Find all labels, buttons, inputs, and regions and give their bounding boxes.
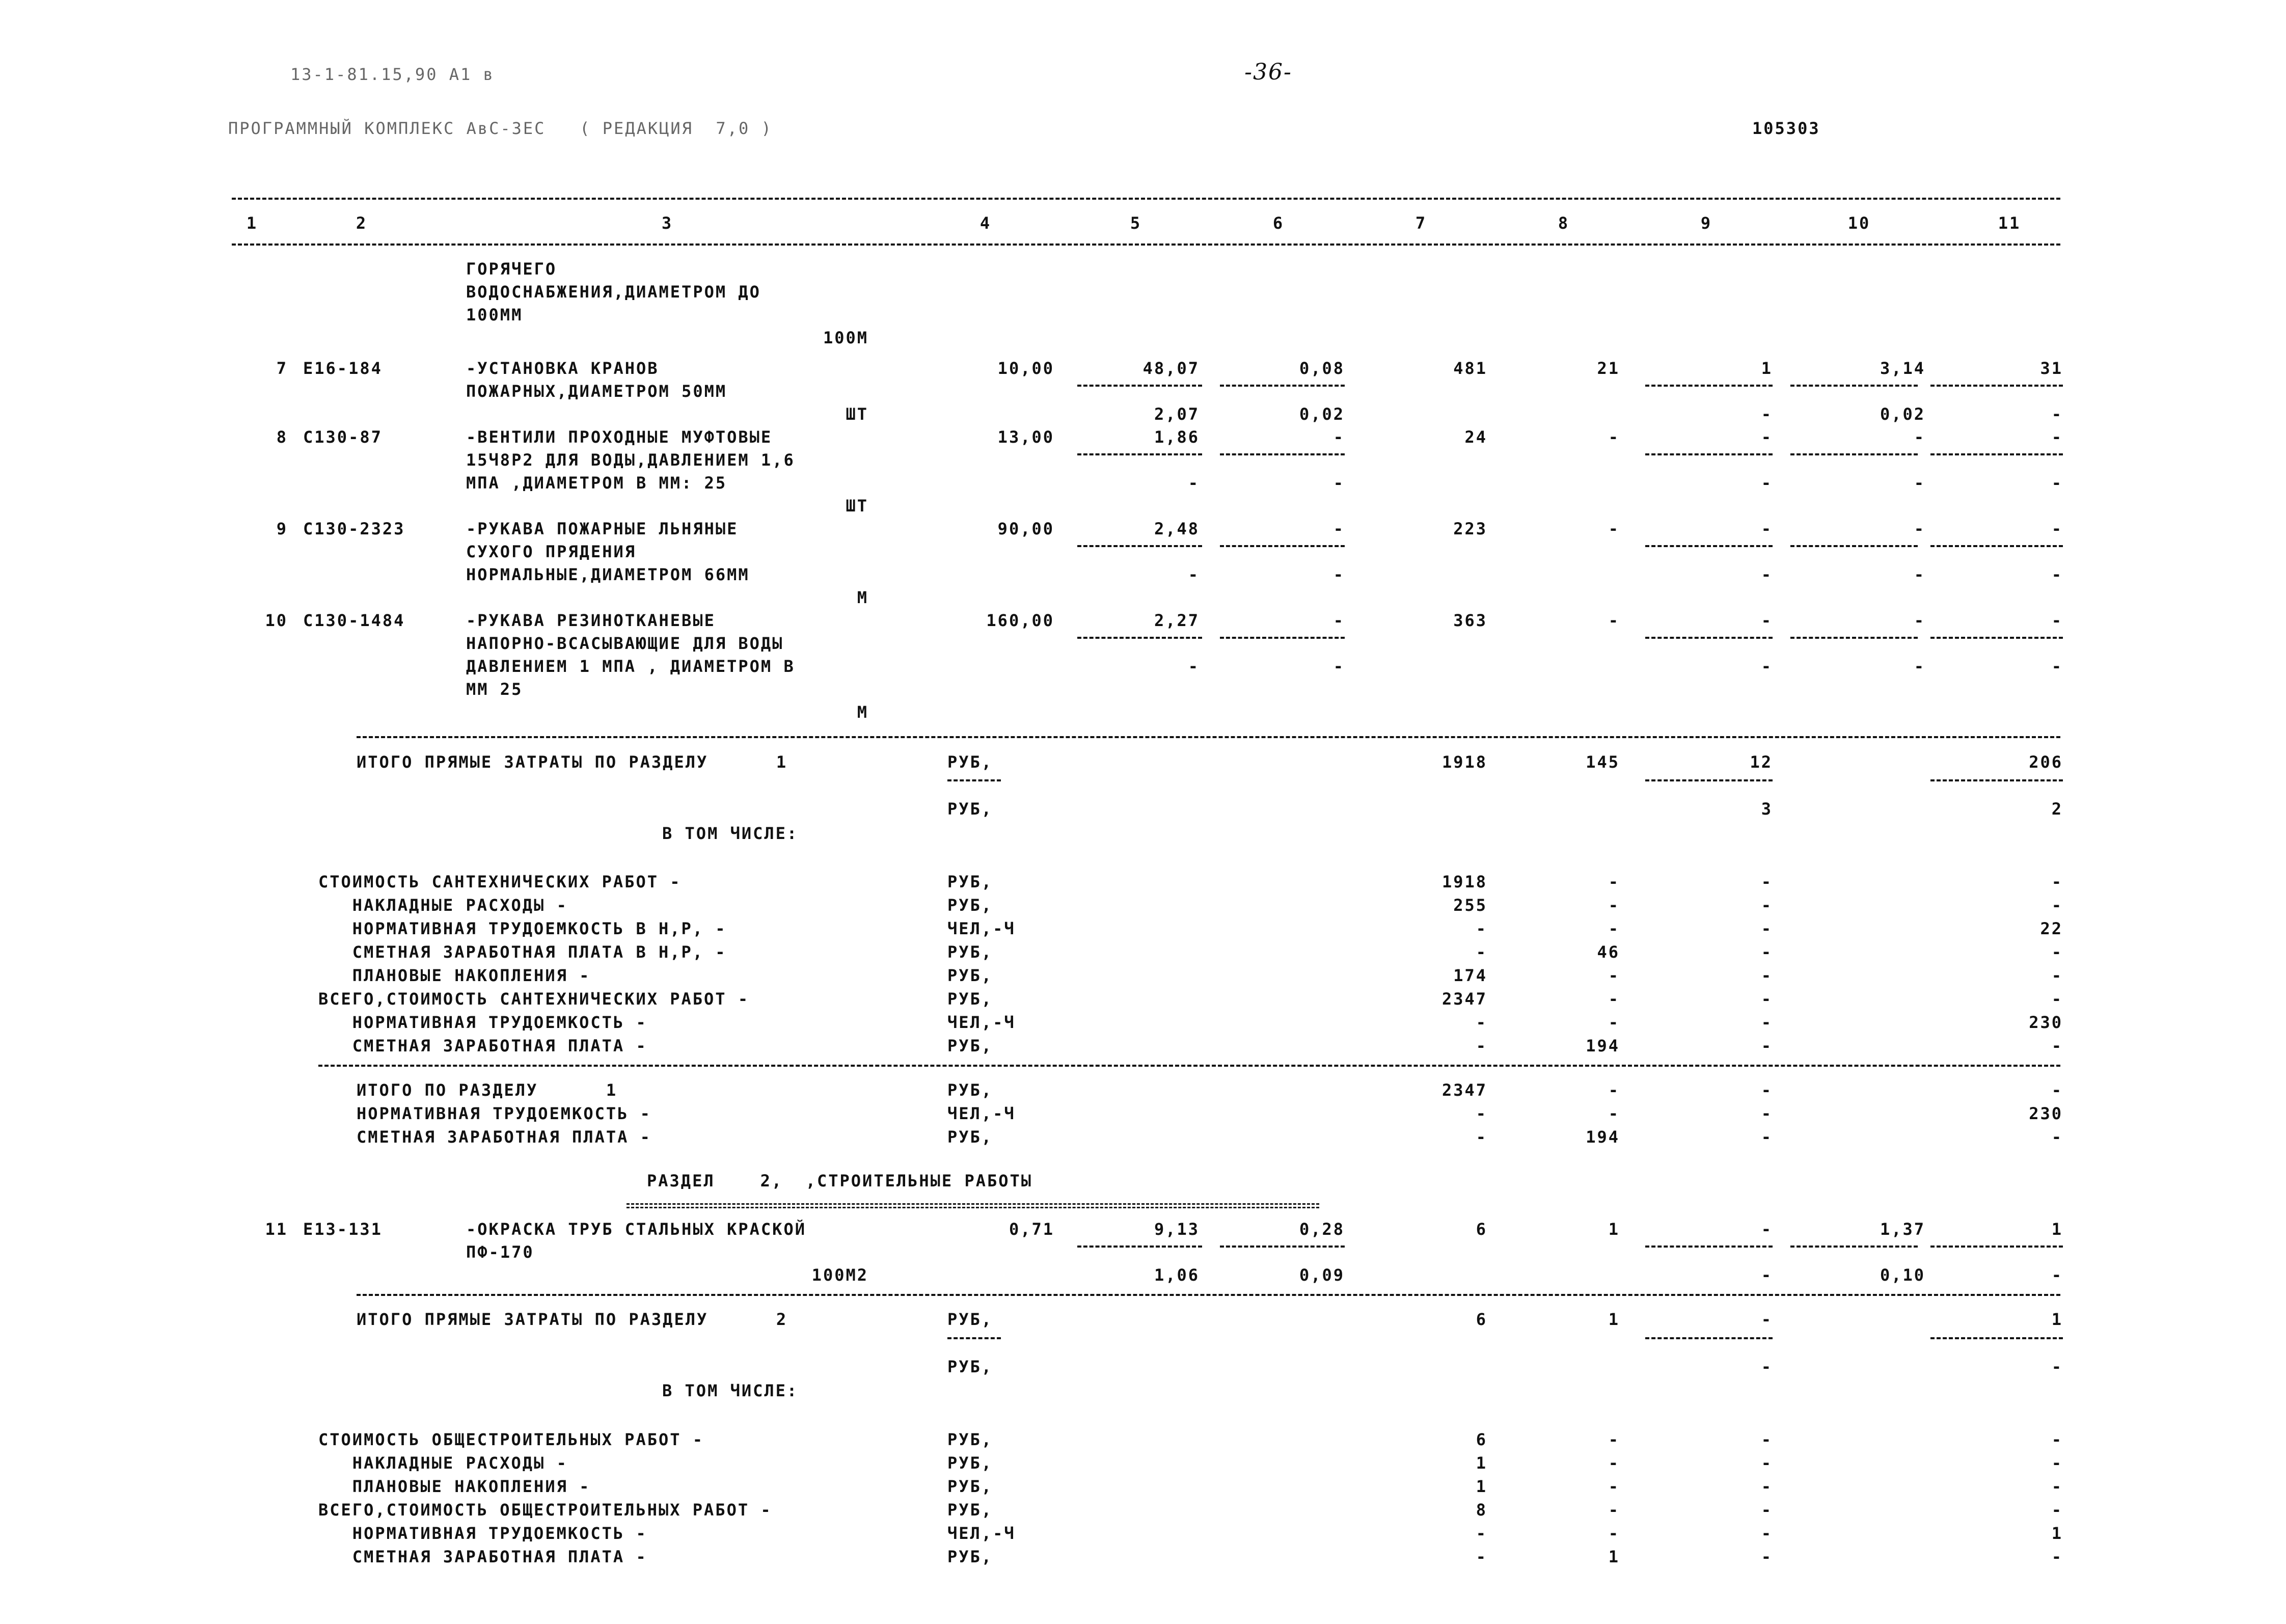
breakdown-c11: - <box>2051 989 2063 1009</box>
section1-total-r11: 2 <box>2051 799 2063 819</box>
cell-c7: 363 <box>1453 611 1487 630</box>
cell-r6: 0,02 <box>1299 404 1345 424</box>
breakdown-c8: - <box>1608 1477 1620 1496</box>
breakdown-unit: РУБ, <box>947 896 993 915</box>
cell-r5: - <box>1188 565 1200 584</box>
item-description: ПОЖАРНЫХ,ДИАМЕТРОМ 50ММ <box>466 382 727 401</box>
cell-c9: - <box>1761 427 1773 447</box>
cell-c8: 1 <box>1608 1220 1620 1239</box>
sub-rule-c11 <box>1930 1246 2063 1248</box>
cell-c5: 2,27 <box>1154 611 1200 630</box>
breakdown-c8: - <box>1608 1453 1620 1473</box>
item-description: -РУКАВА РЕЗИНОТКАНЕВЫЕ <box>466 611 716 630</box>
breakdown-c11: - <box>2051 896 2063 915</box>
breakdown-c8: 194 <box>1586 1036 1620 1055</box>
cell-r11: - <box>2051 1265 2063 1285</box>
section-total-c7: - <box>1476 1104 1487 1123</box>
section-total-unit: РУБ, <box>947 1080 993 1100</box>
column-header-rule <box>232 243 2060 246</box>
breakdown-label: ВСЕГО,СТОИМОСТЬ ОБЩЕСТРОИТЕЛЬНЫХ РАБОТ - <box>318 1500 772 1520</box>
breakdown-c9: - <box>1761 896 1773 915</box>
section-total-unit: РУБ, <box>947 1127 993 1147</box>
cell-c9: - <box>1761 519 1773 538</box>
section2-total-r11: - <box>2051 1357 2063 1376</box>
breakdown-c9: - <box>1761 1524 1773 1543</box>
cell-r9: - <box>1761 473 1773 493</box>
cell-r6: - <box>1333 473 1345 493</box>
cell-c9: - <box>1761 611 1773 630</box>
item-description: -РУКАВА ПОЖАРНЫЕ ЛЬНЯНЫЕ <box>466 519 739 538</box>
section-total-c9: - <box>1761 1127 1773 1147</box>
breakdown-unit: РУБ, <box>947 1547 993 1566</box>
sub-rule-c9 <box>1645 453 1773 455</box>
cell-c5: 1,86 <box>1154 427 1200 447</box>
section2-total-unit2: РУБ, <box>947 1357 993 1376</box>
breakdown-c9: - <box>1761 942 1773 962</box>
item-description: ММ 25 <box>466 680 523 699</box>
sub-rule-c11 <box>1930 453 2063 455</box>
breakdown-unit: ЧЕЛ,-Ч <box>947 919 1016 938</box>
breakdown-c8: - <box>1608 872 1620 891</box>
breakdown-c8: - <box>1608 1524 1620 1543</box>
breakdown-label: НАКЛАДНЫЕ РАСХОДЫ - <box>318 896 568 915</box>
cell-r6: 0,09 <box>1299 1265 1345 1285</box>
sub-rule-c10 <box>1790 1246 1918 1248</box>
cell-r5: 1,06 <box>1154 1265 1200 1285</box>
breakdown-unit: РУБ, <box>947 1036 993 1055</box>
cell-c7: 481 <box>1453 359 1487 378</box>
breakdown-unit: РУБ, <box>947 942 993 962</box>
item-description: МПА ,ДИАМЕТРОМ В ММ: 25 <box>466 473 727 493</box>
breakdown-c11: 22 <box>2040 919 2063 938</box>
program-title: ПРОГРАММНЫЙ КОМПЛЕКС АвС-3ЕС ( РЕДАКЦИЯ 7,0 ) <box>228 119 773 138</box>
breakdown-label: СМЕТНАЯ ЗАРАБОТНАЯ ПЛАТА В Н,Р, - <box>318 942 727 962</box>
section1-total-c11: 206 <box>2029 752 2063 772</box>
breakdown-c7: - <box>1476 919 1487 938</box>
section2-total-sub-rule <box>947 1337 1001 1339</box>
cell-r10: - <box>1914 473 1925 493</box>
breakdown-c8: - <box>1608 966 1620 985</box>
breakdown-label: ВСЕГО,СТОИМОСТЬ САНТЕХНИЧЕСКИХ РАБОТ - <box>318 989 750 1009</box>
section2-total-c7: 6 <box>1476 1310 1487 1329</box>
cell-c7: 24 <box>1464 427 1487 447</box>
section-total-c8: 194 <box>1586 1127 1620 1147</box>
breakdown-c9: - <box>1761 1013 1773 1032</box>
column-header-8: 8 <box>1558 213 1570 233</box>
breakdown-c8: - <box>1608 989 1620 1009</box>
column-header-4: 4 <box>979 213 992 233</box>
breakdown-c7: 1 <box>1476 1453 1487 1473</box>
section1-total-unit: РУБ, <box>947 752 993 772</box>
item-number: 8 <box>276 427 288 447</box>
item-number: 9 <box>276 519 288 538</box>
breakdown-c7: - <box>1476 942 1487 962</box>
section2-total-c11: 1 <box>2051 1310 2063 1329</box>
section1-total-label: ИТОГО ПРЯМЫЕ ЗАТРАТЫ ПО РАЗДЕЛУ 1 <box>357 752 788 772</box>
breakdown-c8: 46 <box>1597 942 1620 962</box>
item-description: ПФ-170 <box>466 1242 534 1262</box>
breakdown-c8: - <box>1608 919 1620 938</box>
cell-c8: - <box>1608 427 1620 447</box>
item-unit: М <box>857 702 868 722</box>
column-header-2: 2 <box>356 213 368 233</box>
sub-rule-c9 <box>1645 1337 1773 1339</box>
breakdown-c8: 1 <box>1608 1547 1620 1566</box>
section1-total-unit2: РУБ, <box>947 799 993 819</box>
breakdown-c7: - <box>1476 1036 1487 1055</box>
breakdown-c9: - <box>1761 1453 1773 1473</box>
item-unit: 100М2 <box>811 1265 868 1285</box>
item-code: Е13-131 <box>303 1220 383 1239</box>
breakdown-label: СМЕТНАЯ ЗАРАБОТНАЯ ПЛАТА - <box>318 1036 647 1055</box>
sub-rule-c10 <box>1790 453 1918 455</box>
breakdown-c11: - <box>2051 1500 2063 1520</box>
section2-including: В ТОМ ЧИСЛЕ: <box>662 1381 799 1400</box>
cell-r5: - <box>1188 657 1200 676</box>
item-description: НОРМАЛЬНЫЕ,ДИАМЕТРОМ 66ММ <box>466 565 750 584</box>
section1-including: В ТОМ ЧИСЛЕ: <box>662 824 799 843</box>
breakdown-c7: 8 <box>1476 1500 1487 1520</box>
page-number: -36- <box>1244 59 1292 85</box>
cell-c11: 31 <box>2040 359 2063 378</box>
breakdown-c11: - <box>2051 966 2063 985</box>
item-description: НАПОРНО-ВСАСЫВАЮЩИЕ ДЛЯ ВОДЫ <box>466 634 784 653</box>
breakdown-label: НОРМАТИВНАЯ ТРУДОЕМКОСТЬ - <box>318 1524 647 1543</box>
section-total-c11: 230 <box>2029 1104 2063 1123</box>
column-header-11: 11 <box>1998 213 2021 233</box>
section2-total-label: ИТОГО ПРЯМЫЕ ЗАТРАТЫ ПО РАЗДЕЛУ 2 <box>357 1310 788 1329</box>
doc-code: 13-1-81.15,90 А1 в <box>290 65 495 84</box>
cell-c4: 160,00 <box>986 611 1054 630</box>
breakdown-c9: - <box>1761 1500 1773 1520</box>
cell-c11: - <box>2051 611 2063 630</box>
column-header-10: 10 <box>1847 213 1871 233</box>
breakdown-label: СТОИМОСТЬ ОБЩЕСТРОИТЕЛЬНЫХ РАБОТ - <box>318 1430 704 1449</box>
cell-r9: - <box>1761 565 1773 584</box>
sub-rule-c5 <box>1077 545 1202 547</box>
breakdown-unit: РУБ, <box>947 1453 993 1473</box>
breakdown-label: НОРМАТИВНАЯ ТРУДОЕМКОСТЬ В Н,Р, - <box>318 919 727 938</box>
breakdown-unit: РУБ, <box>947 989 993 1009</box>
item-description: ВОДОСНАБЖЕНИЯ,ДИАМЕТРОМ ДО <box>466 282 761 302</box>
cell-r5: 2,07 <box>1154 404 1200 424</box>
item-unit: ШТ <box>846 496 868 516</box>
sub-rule-c6 <box>1220 1246 1345 1248</box>
sub-rule-c11 <box>1930 1337 2063 1339</box>
section-total-c9: - <box>1761 1080 1773 1100</box>
item-unit: ШТ <box>846 404 868 424</box>
cell-c6: - <box>1333 519 1345 538</box>
item-code: С130-2323 <box>303 519 405 538</box>
breakdown-c7: 6 <box>1476 1430 1487 1449</box>
breakdown-c9: - <box>1761 872 1773 891</box>
cell-c11: 1 <box>2051 1220 2063 1239</box>
sub-rule-c9 <box>1645 385 1773 387</box>
breakdown-c7: - <box>1476 1547 1487 1566</box>
section-total-c11: - <box>2051 1080 2063 1100</box>
column-header-9: 9 <box>1700 213 1712 233</box>
breakdown-c7: - <box>1476 1524 1487 1543</box>
sub-rule-c11 <box>1930 637 2063 639</box>
breakdown-c11: 1 <box>2051 1524 2063 1543</box>
breakdown-unit: РУБ, <box>947 966 993 985</box>
section-total-c7: - <box>1476 1127 1487 1147</box>
sub-rule-c9 <box>1645 1246 1773 1248</box>
breakdown-c7: 255 <box>1453 896 1487 915</box>
breakdown-unit: РУБ, <box>947 1477 993 1496</box>
section1-total-r9: 3 <box>1761 799 1773 819</box>
sub-rule-c5 <box>1077 637 1202 639</box>
breakdown-c11: - <box>2051 942 2063 962</box>
cell-c11: - <box>2051 519 2063 538</box>
sub-rule-c10 <box>1790 637 1918 639</box>
sub-rule-c9 <box>1645 779 1773 781</box>
cell-c10: 1,37 <box>1880 1220 1925 1239</box>
breakdown-label: ПЛАНОВЫЕ НАКОПЛЕНИЯ - <box>318 966 591 985</box>
breakdown-c9: - <box>1761 1036 1773 1055</box>
item-code: С130-1484 <box>303 611 405 630</box>
cell-r11: - <box>2051 404 2063 424</box>
breakdown-c9: - <box>1761 1430 1773 1449</box>
section2-total-r9: - <box>1761 1357 1773 1376</box>
cell-c4: 10,00 <box>997 359 1054 378</box>
cell-r10: - <box>1914 657 1925 676</box>
item-description: -УСТАНОВКА КРАНОВ <box>466 359 659 378</box>
cell-c5: 9,13 <box>1154 1220 1200 1239</box>
section2-total-rule <box>357 1294 2060 1296</box>
cell-c6: 0,28 <box>1299 1220 1345 1239</box>
sub-rule-c10 <box>1790 545 1918 547</box>
item-number: 7 <box>276 359 288 378</box>
section2-total-c9: - <box>1761 1310 1773 1329</box>
sub-rule-c5 <box>1077 1246 1202 1248</box>
cell-c10: 3,14 <box>1880 359 1925 378</box>
item-description: 100ММ <box>466 305 523 324</box>
cell-c4: 13,00 <box>997 427 1054 447</box>
breakdown-c11: - <box>2051 1036 2063 1055</box>
cell-r11: - <box>2051 565 2063 584</box>
cell-c6: 0,08 <box>1299 359 1345 378</box>
section1-total-c7: 1918 <box>1441 752 1487 772</box>
breakdown-c7: 2347 <box>1441 989 1487 1009</box>
cell-c8: - <box>1608 611 1620 630</box>
breakdown-unit: РУБ, <box>947 1430 993 1449</box>
item-description: ДАВЛЕНИЕМ 1 МПА , ДИАМЕТРОМ В <box>466 657 795 676</box>
sub-rule-c6 <box>1220 637 1345 639</box>
breakdown-c9: - <box>1761 1477 1773 1496</box>
section-total-label: НОРМАТИВНАЯ ТРУДОЕМКОСТЬ - <box>357 1104 651 1123</box>
breakdown-c9: - <box>1761 1547 1773 1566</box>
item-unit: М <box>857 588 868 607</box>
breakdown-c9: - <box>1761 989 1773 1009</box>
cell-r9: - <box>1761 404 1773 424</box>
item-description: ГОРЯЧЕГО <box>466 259 557 279</box>
item-description: 15Ч8Р2 ДЛЯ ВОДЫ,ДАВЛЕНИЕМ 1,6 <box>466 450 795 470</box>
sub-rule-c6 <box>1220 545 1345 547</box>
sub-rule-c9 <box>1645 545 1773 547</box>
item-unit: 100М <box>823 328 868 347</box>
item-number: 10 <box>265 611 288 630</box>
table-top-rule <box>232 198 2060 200</box>
breakdown-label: НАКЛАДНЫЕ РАСХОДЫ - <box>318 1453 568 1473</box>
item-description: СУХОГО ПРЯДЕНИЯ <box>466 542 636 561</box>
cell-r6: - <box>1333 565 1345 584</box>
breakdown-c7: 174 <box>1453 966 1487 985</box>
cell-r11: - <box>2051 473 2063 493</box>
cell-r10: - <box>1914 565 1925 584</box>
section1-total-sub-rule <box>947 779 1001 781</box>
breakdown-c11: - <box>2051 872 2063 891</box>
breakdown-unit: РУБ, <box>947 1500 993 1520</box>
cell-c7: 223 <box>1453 519 1487 538</box>
column-header-7: 7 <box>1415 213 1427 233</box>
cell-c5: 2,48 <box>1154 519 1200 538</box>
cell-c4: 90,00 <box>997 519 1054 538</box>
sub-rule-c11 <box>1930 545 2063 547</box>
breakdown-c8: - <box>1608 1430 1620 1449</box>
cell-c5: 48,07 <box>1142 359 1200 378</box>
breakdown-label: ПЛАНОВЫЕ НАКОПЛЕНИЯ - <box>318 1477 591 1496</box>
cell-c11: - <box>2051 427 2063 447</box>
sub-rule-c5 <box>1077 453 1202 455</box>
cell-c6: - <box>1333 427 1345 447</box>
cell-c6: - <box>1333 611 1345 630</box>
column-header-1: 1 <box>246 213 258 233</box>
section-total-c8: - <box>1608 1104 1620 1123</box>
section1-total-c9: 12 <box>1750 752 1773 772</box>
section1-total-rule <box>357 736 2060 738</box>
section1-total-c8: 145 <box>1586 752 1620 772</box>
sub-rule-c5 <box>1077 385 1202 387</box>
column-header-3: 3 <box>661 213 673 233</box>
section1-breakdown-rule <box>318 1065 2060 1067</box>
item-description: -ВЕНТИЛИ ПРОХОДНЫЕ МУФТОВЫЕ <box>466 427 773 447</box>
cell-c4: 0,71 <box>1009 1220 1054 1239</box>
cell-c10: - <box>1914 519 1925 538</box>
sub-rule-c10 <box>1790 385 1918 387</box>
cell-c9: 1 <box>1761 359 1773 378</box>
cell-c8: 21 <box>1597 359 1620 378</box>
breakdown-c8: - <box>1608 1500 1620 1520</box>
cell-c7: 6 <box>1476 1220 1487 1239</box>
doc-number: 105303 <box>1752 119 1820 138</box>
item-number: 11 <box>265 1220 288 1239</box>
breakdown-label: СТОИМОСТЬ САНТЕХНИЧЕСКИХ РАБОТ - <box>318 872 682 891</box>
cell-r6: - <box>1333 657 1345 676</box>
breakdown-unit: ЧЕЛ,-Ч <box>947 1013 1016 1032</box>
sub-rule-c6 <box>1220 453 1345 455</box>
breakdown-c8: - <box>1608 896 1620 915</box>
section-total-label: СМЕТНАЯ ЗАРАБОТНАЯ ПЛАТА - <box>357 1127 651 1147</box>
section-total-c9: - <box>1761 1104 1773 1123</box>
section2-total-unit: РУБ, <box>947 1310 993 1329</box>
item-code: С130-87 <box>303 427 383 447</box>
cell-r11: - <box>2051 657 2063 676</box>
sub-rule-c9 <box>1645 637 1773 639</box>
cell-r9: - <box>1761 1265 1773 1285</box>
section2-title-underline <box>627 1203 1319 1208</box>
breakdown-c11: 230 <box>2029 1013 2063 1032</box>
breakdown-c11: - <box>2051 1477 2063 1496</box>
breakdown-c11: - <box>2051 1430 2063 1449</box>
section-total-unit: ЧЕЛ,-Ч <box>947 1104 1016 1123</box>
item-description: -ОКРАСКА ТРУБ СТАЛЬНЫХ КРАСКОЙ <box>466 1220 806 1239</box>
cell-c10: - <box>1914 611 1925 630</box>
cell-c10: - <box>1914 427 1925 447</box>
breakdown-c11: - <box>2051 1453 2063 1473</box>
section-total-c8: - <box>1608 1080 1620 1100</box>
breakdown-c9: - <box>1761 966 1773 985</box>
sub-rule-c11 <box>1930 385 2063 387</box>
breakdown-unit: ЧЕЛ,-Ч <box>947 1524 1016 1543</box>
item-code: Е16-184 <box>303 359 383 378</box>
sub-rule-c11 <box>1930 779 2063 781</box>
sub-rule-c6 <box>1220 385 1345 387</box>
breakdown-c9: - <box>1761 919 1773 938</box>
column-header-5: 5 <box>1130 213 1142 233</box>
cell-c9: - <box>1761 1220 1773 1239</box>
breakdown-c7: 1918 <box>1441 872 1487 891</box>
breakdown-c7: - <box>1476 1013 1487 1032</box>
column-header-6: 6 <box>1272 213 1285 233</box>
breakdown-c7: 1 <box>1476 1477 1487 1496</box>
section-total-label: ИТОГО ПО РАЗДЕЛУ 1 <box>357 1080 618 1100</box>
breakdown-c8: - <box>1608 1013 1620 1032</box>
cell-r10: 0,10 <box>1880 1265 1925 1285</box>
cell-r10: 0,02 <box>1880 404 1925 424</box>
section2-total-c8: 1 <box>1608 1310 1620 1329</box>
breakdown-unit: РУБ, <box>947 872 993 891</box>
breakdown-c11: - <box>2051 1547 2063 1566</box>
cell-c8: - <box>1608 519 1620 538</box>
cell-r5: - <box>1188 473 1200 493</box>
breakdown-label: СМЕТНАЯ ЗАРАБОТНАЯ ПЛАТА - <box>318 1547 647 1566</box>
breakdown-label: НОРМАТИВНАЯ ТРУДОЕМКОСТЬ - <box>318 1013 647 1032</box>
cell-r9: - <box>1761 657 1773 676</box>
section2-title: РАЗДЕЛ 2, ,СТРОИТЕЛЬНЫЕ РАБОТЫ <box>647 1171 1033 1190</box>
section-total-c11: - <box>2051 1127 2063 1147</box>
section-total-c7: 2347 <box>1441 1080 1487 1100</box>
